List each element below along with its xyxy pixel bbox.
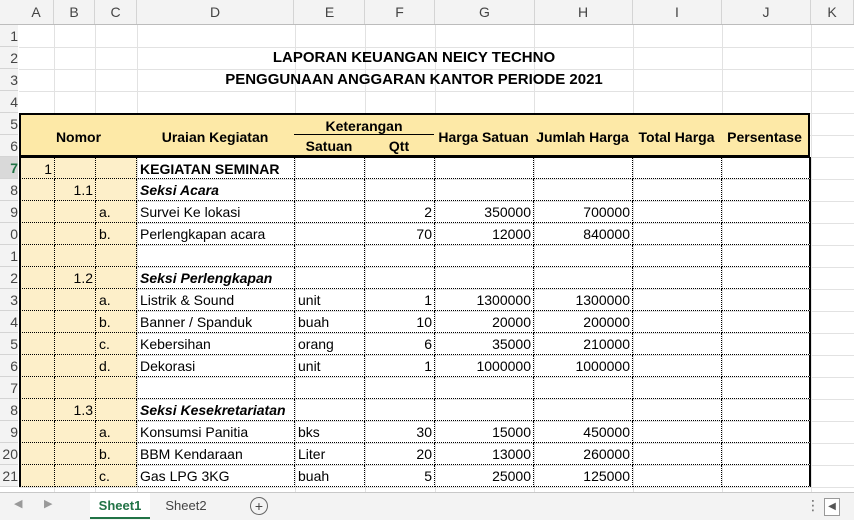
table-cell-h[interactable] bbox=[533, 399, 633, 421]
table-cell-b[interactable] bbox=[54, 355, 96, 377]
table-cell-b[interactable]: 1.2 bbox=[54, 267, 96, 289]
table-cell-g[interactable]: 20000 bbox=[434, 311, 534, 333]
table-cell-g[interactable] bbox=[434, 399, 534, 421]
table-cell-f[interactable]: 30 bbox=[364, 421, 435, 443]
row-header[interactable]: 2 bbox=[0, 47, 18, 69]
table-cell-i[interactable] bbox=[632, 377, 722, 399]
header-qtt[interactable]: Qtt bbox=[364, 135, 435, 157]
table-cell-j[interactable] bbox=[721, 223, 811, 245]
scroll-left-icon[interactable]: ◀ bbox=[14, 498, 23, 510]
table-cell-c[interactable] bbox=[95, 245, 137, 267]
options-icon[interactable]: ⋮ bbox=[806, 497, 820, 513]
table-cell-e[interactable]: bks bbox=[294, 421, 365, 443]
table-cell-i[interactable] bbox=[632, 443, 722, 465]
table-cell-a[interactable] bbox=[19, 201, 55, 223]
column-header-i[interactable]: I bbox=[633, 0, 722, 24]
table-cell-h[interactable]: 125000 bbox=[533, 465, 633, 487]
table-cell-b[interactable] bbox=[54, 201, 96, 223]
header-total-harga[interactable]: Total Harga bbox=[632, 113, 722, 157]
table-cell-e[interactable] bbox=[294, 201, 365, 223]
row-header[interactable]: 8 bbox=[0, 399, 18, 421]
table-cell-b[interactable] bbox=[54, 311, 96, 333]
table-cell-e[interactable]: orang bbox=[294, 333, 365, 355]
table-cell-f[interactable]: 5 bbox=[364, 465, 435, 487]
table-cell-i[interactable] bbox=[632, 267, 722, 289]
sheet-tab-1[interactable]: Sheet1 bbox=[90, 493, 150, 519]
sheet-tab-bar bbox=[0, 492, 854, 520]
table-cell-d[interactable] bbox=[136, 245, 295, 267]
table-cell-e[interactable]: unit bbox=[294, 289, 365, 311]
header-uraian[interactable]: Uraian Kegiatan bbox=[136, 113, 295, 157]
table-cell-c[interactable]: a. bbox=[95, 289, 137, 311]
table-cell-g[interactable] bbox=[434, 179, 534, 201]
table-cell-j[interactable] bbox=[721, 157, 811, 179]
table-cell-b[interactable] bbox=[54, 245, 96, 267]
table-cell-e[interactable] bbox=[294, 377, 365, 399]
header-persentase[interactable]: Persentase bbox=[721, 113, 810, 157]
table-cell-g[interactable] bbox=[434, 157, 534, 179]
table-cell-c[interactable]: a. bbox=[95, 201, 137, 223]
scroll-right-icon[interactable]: ▶ bbox=[44, 498, 53, 510]
table-cell-j[interactable] bbox=[721, 355, 811, 377]
table-cell-e[interactable] bbox=[294, 223, 365, 245]
table-cell-a[interactable] bbox=[19, 443, 55, 465]
table-cell-c[interactable] bbox=[95, 377, 137, 399]
column-header-h[interactable]: H bbox=[534, 0, 633, 24]
table-cell-e[interactable]: unit bbox=[294, 355, 365, 377]
table-cell-c[interactable]: c. bbox=[95, 333, 137, 355]
column-header-j[interactable]: J bbox=[722, 0, 811, 24]
table-cell-c[interactable] bbox=[95, 179, 137, 201]
row-header[interactable]: 1 bbox=[0, 245, 18, 267]
table-cell-h[interactable] bbox=[533, 245, 633, 267]
table-cell-g[interactable]: 1300000 bbox=[434, 289, 534, 311]
table-cell-b[interactable] bbox=[54, 333, 96, 355]
table-cell-g[interactable] bbox=[434, 245, 534, 267]
table-cell-a[interactable] bbox=[19, 465, 55, 487]
column-header-f[interactable]: F bbox=[365, 0, 435, 24]
table-cell-h[interactable]: 200000 bbox=[533, 311, 633, 333]
table-cell-i[interactable] bbox=[632, 223, 722, 245]
table-cell-d[interactable] bbox=[136, 377, 295, 399]
table-cell-d[interactable]: Survei Ke lokasi bbox=[136, 201, 295, 223]
table-cell-j[interactable] bbox=[721, 377, 811, 399]
table-cell-f[interactable] bbox=[364, 267, 435, 289]
table-cell-j[interactable] bbox=[721, 201, 811, 223]
column-header-b[interactable]: B bbox=[54, 0, 95, 24]
row-header[interactable]: 9 bbox=[0, 421, 18, 443]
table-cell-e[interactable] bbox=[294, 399, 365, 421]
table-cell-j[interactable] bbox=[721, 267, 811, 289]
table-cell-f[interactable]: 2 bbox=[364, 201, 435, 223]
table-cell-i[interactable] bbox=[632, 355, 722, 377]
table-cell-j[interactable] bbox=[721, 443, 811, 465]
table-cell-f[interactable] bbox=[364, 157, 435, 179]
table-cell-b[interactable] bbox=[54, 289, 96, 311]
table-cell-i[interactable] bbox=[632, 201, 722, 223]
row-header[interactable]: 7 bbox=[0, 157, 18, 179]
table-cell-h[interactable]: 210000 bbox=[533, 333, 633, 355]
table-cell-a[interactable] bbox=[19, 311, 55, 333]
column-header-e[interactable]: E bbox=[295, 0, 365, 24]
table-cell-i[interactable] bbox=[632, 157, 722, 179]
table-cell-h[interactable]: 700000 bbox=[533, 201, 633, 223]
row-header[interactable]: 7 bbox=[0, 377, 18, 399]
column-header-k[interactable]: K bbox=[811, 0, 854, 24]
table-cell-c[interactable] bbox=[95, 267, 137, 289]
table-cell-e[interactable] bbox=[294, 245, 365, 267]
table-cell-d[interactable]: Dekorasi bbox=[136, 355, 295, 377]
table-cell-a[interactable] bbox=[19, 399, 55, 421]
table-cell-i[interactable] bbox=[632, 421, 722, 443]
column-header-a[interactable]: A bbox=[19, 0, 54, 24]
table-cell-c[interactable]: d. bbox=[95, 355, 137, 377]
table-cell-e[interactable]: Liter bbox=[294, 443, 365, 465]
table-cell-g[interactable] bbox=[434, 377, 534, 399]
table-cell-c[interactable] bbox=[95, 157, 137, 179]
table-cell-a[interactable] bbox=[19, 179, 55, 201]
table-cell-j[interactable] bbox=[721, 421, 811, 443]
row-header[interactable]: 4 bbox=[0, 91, 18, 113]
header-satuan[interactable]: Satuan bbox=[294, 135, 365, 157]
table-cell-c[interactable]: b. bbox=[95, 311, 137, 333]
gridline bbox=[811, 25, 812, 492]
table-cell-i[interactable] bbox=[632, 333, 722, 355]
table-cell-g[interactable] bbox=[434, 267, 534, 289]
table-cell-h[interactable]: 1000000 bbox=[533, 355, 633, 377]
table-cell-i[interactable] bbox=[632, 399, 722, 421]
table-cell-a[interactable] bbox=[19, 421, 55, 443]
table-cell-b[interactable] bbox=[54, 443, 96, 465]
table-cell-b[interactable] bbox=[54, 377, 96, 399]
row-header[interactable]: 2 bbox=[0, 267, 18, 289]
column-header-d[interactable]: D bbox=[137, 0, 294, 24]
add-sheet-icon[interactable]: + bbox=[250, 497, 268, 515]
table-cell-c[interactable]: b. bbox=[95, 223, 137, 245]
table-cell-h[interactable]: 840000 bbox=[533, 223, 633, 245]
table-cell-b[interactable]: 1.3 bbox=[54, 399, 96, 421]
table-cell-f[interactable]: 6 bbox=[364, 333, 435, 355]
header-keterangan[interactable]: Keterangan bbox=[294, 113, 435, 135]
table-cell-h[interactable]: 1300000 bbox=[533, 289, 633, 311]
row-header[interactable]: 6 bbox=[0, 355, 18, 377]
row-header[interactable]: 1 bbox=[0, 25, 18, 47]
table-cell-a[interactable] bbox=[19, 333, 55, 355]
table-cell-d[interactable]: Seksi Kesekretariatan bbox=[136, 399, 295, 421]
gridline bbox=[19, 91, 854, 92]
table-cell-i[interactable] bbox=[632, 245, 722, 267]
table-cell-b[interactable] bbox=[54, 157, 96, 179]
table-cell-b[interactable]: 1.1 bbox=[54, 179, 96, 201]
table-cell-b[interactable] bbox=[54, 223, 96, 245]
table-cell-j[interactable] bbox=[721, 333, 811, 355]
table-cell-i[interactable] bbox=[632, 289, 722, 311]
header-harga-satuan[interactable]: Harga Satuan bbox=[434, 113, 534, 157]
table-cell-g[interactable]: 13000 bbox=[434, 443, 534, 465]
report-subtitle[interactable]: PENGGUNAAN ANGGARAN KANTOR PERIODE 2021 bbox=[225, 71, 603, 88]
table-cell-e[interactable] bbox=[294, 267, 365, 289]
table-cell-a[interactable] bbox=[19, 245, 55, 267]
table-cell-i[interactable] bbox=[632, 311, 722, 333]
table-cell-g[interactable]: 350000 bbox=[434, 201, 534, 223]
row-header[interactable]: 9 bbox=[0, 201, 18, 223]
column-header-c[interactable]: C bbox=[95, 0, 137, 24]
row-header[interactable]: 8 bbox=[0, 179, 18, 201]
table-cell-g[interactable]: 12000 bbox=[434, 223, 534, 245]
sheet-tab-2[interactable]: Sheet2 bbox=[165, 498, 207, 513]
table-cell-h[interactable] bbox=[533, 179, 633, 201]
table-cell-c[interactable] bbox=[95, 399, 137, 421]
table-cell-d[interactable]: Perlengkapan acara bbox=[136, 223, 295, 245]
row-header[interactable]: 5 bbox=[0, 333, 18, 355]
table-cell-g[interactable]: 25000 bbox=[434, 465, 534, 487]
table-cell-d[interactable]: Kebersihan bbox=[136, 333, 295, 355]
table-cell-f[interactable]: 20 bbox=[364, 443, 435, 465]
table-cell-a[interactable] bbox=[19, 289, 55, 311]
table-cell-b[interactable] bbox=[54, 421, 96, 443]
table-cell-f[interactable] bbox=[364, 179, 435, 201]
row-header[interactable]: 3 bbox=[0, 289, 18, 311]
column-header-bar bbox=[0, 0, 854, 25]
table-cell-d[interactable]: Listrik & Sound bbox=[136, 289, 295, 311]
table-cell-f[interactable]: 70 bbox=[364, 223, 435, 245]
table-cell-d[interactable]: Banner / Spanduk bbox=[136, 311, 295, 333]
row-header[interactable]: 0 bbox=[0, 223, 18, 245]
table-cell-g[interactable]: 35000 bbox=[434, 333, 534, 355]
table-cell-a[interactable] bbox=[19, 377, 55, 399]
table-cell-d[interactable]: BBM Kendaraan bbox=[136, 443, 295, 465]
column-header-g[interactable]: G bbox=[435, 0, 535, 24]
table-cell-f[interactable]: 1 bbox=[364, 355, 435, 377]
table-cell-h[interactable]: 450000 bbox=[533, 421, 633, 443]
row-header[interactable]: 4 bbox=[0, 311, 18, 333]
table-cell-f[interactable]: 1 bbox=[364, 289, 435, 311]
table-cell-a[interactable] bbox=[19, 355, 55, 377]
row-header[interactable]: 21 bbox=[0, 465, 18, 487]
table-cell-d[interactable]: Seksi Perlengkapan bbox=[136, 267, 295, 289]
table-cell-f[interactable] bbox=[364, 399, 435, 421]
table-cell-i[interactable] bbox=[632, 179, 722, 201]
table-cell-a[interactable]: 1 bbox=[19, 157, 55, 179]
table-cell-b[interactable] bbox=[54, 465, 96, 487]
table-cell-j[interactable] bbox=[721, 179, 811, 201]
table-cell-g[interactable]: 1000000 bbox=[434, 355, 534, 377]
table-cell-f[interactable]: 10 bbox=[364, 311, 435, 333]
table-cell-e[interactable] bbox=[294, 179, 365, 201]
table-cell-c[interactable]: c. bbox=[95, 465, 137, 487]
row-header[interactable]: 20 bbox=[0, 443, 18, 465]
table-cell-e[interactable]: buah bbox=[294, 311, 365, 333]
table-cell-j[interactable] bbox=[721, 465, 811, 487]
table-cell-h[interactable] bbox=[533, 377, 633, 399]
table-cell-e[interactable]: buah bbox=[294, 465, 365, 487]
table-cell-a[interactable] bbox=[19, 267, 55, 289]
header-jumlah-harga[interactable]: Jumlah Harga bbox=[533, 113, 633, 157]
gridline bbox=[19, 487, 854, 488]
table-cell-d[interactable]: Gas LPG 3KG bbox=[136, 465, 295, 487]
row-header[interactable]: 3 bbox=[0, 69, 18, 91]
table-cell-a[interactable] bbox=[19, 223, 55, 245]
header-nomor[interactable]: Nomor bbox=[19, 113, 137, 157]
horizontal-scroll-left-button[interactable]: ◀ bbox=[824, 498, 840, 516]
table-cell-i[interactable] bbox=[632, 465, 722, 487]
table-cell-f[interactable] bbox=[364, 377, 435, 399]
table-cell-j[interactable] bbox=[721, 311, 811, 333]
table-cell-f[interactable] bbox=[364, 245, 435, 267]
table-cell-h[interactable] bbox=[533, 157, 633, 179]
report-title[interactable]: LAPORAN KEUANGAN NEICY TECHNO bbox=[272, 49, 556, 66]
row-header[interactable]: 6 bbox=[0, 135, 18, 157]
table-cell-h[interactable]: 260000 bbox=[533, 443, 633, 465]
table-cell-c[interactable]: a. bbox=[95, 421, 137, 443]
table-cell-d[interactable]: Seksi Acara bbox=[136, 179, 295, 201]
row-header[interactable]: 5 bbox=[0, 113, 18, 135]
table-cell-g[interactable]: 15000 bbox=[434, 421, 534, 443]
table-cell-d[interactable]: KEGIATAN SEMINAR bbox=[136, 157, 295, 179]
table-cell-h[interactable] bbox=[533, 267, 633, 289]
table-cell-j[interactable] bbox=[721, 399, 811, 421]
table-cell-c[interactable]: b. bbox=[95, 443, 137, 465]
table-cell-j[interactable] bbox=[721, 289, 811, 311]
table-cell-j[interactable] bbox=[721, 245, 811, 267]
worksheet-grid[interactable] bbox=[19, 25, 854, 492]
table-cell-e[interactable] bbox=[294, 157, 365, 179]
table-cell-d[interactable]: Konsumsi Panitia bbox=[136, 421, 295, 443]
